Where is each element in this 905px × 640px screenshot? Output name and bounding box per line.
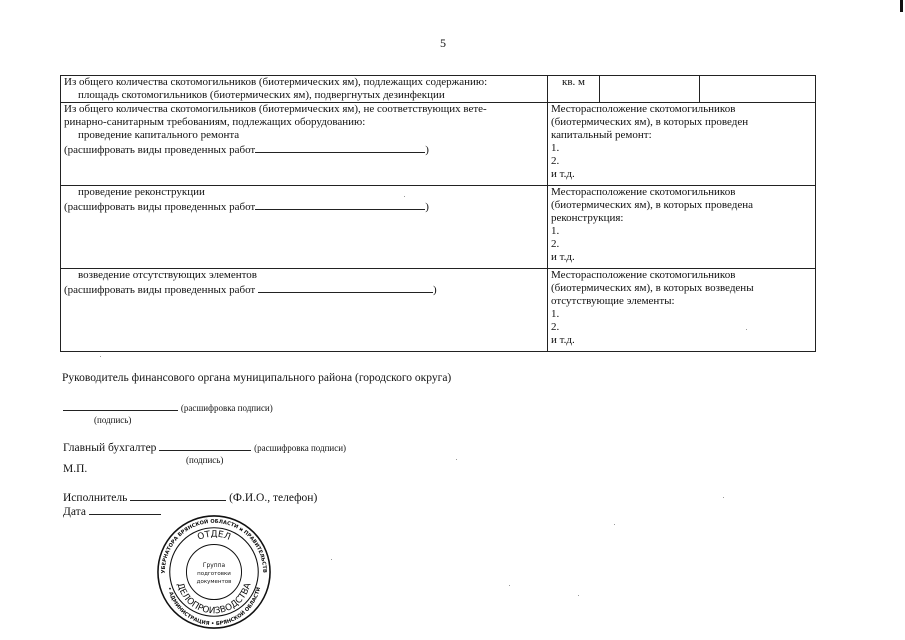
row1-label-cell: [61, 76, 548, 103]
fill-line: [258, 282, 433, 293]
row4-line2-post: ): [433, 284, 437, 296]
scan-edge-mark: [900, 0, 903, 12]
stamp-graphic: [155, 513, 273, 631]
row3-line2: [64, 199, 544, 214]
row4-line1: возведение отсутствующих элементов: [78, 269, 258, 281]
stamp-center-line3: документов: [196, 578, 232, 585]
scan-speck: [509, 585, 510, 586]
stamp-outer-top: УБЕРНАТОРА БРЯНСКОЙ ОБЛАСТИ и ПРАВИТЕЛЬСТВ: [160, 518, 268, 574]
row4-line2-pre: (расшифровать виды проведенных работ: [64, 284, 256, 296]
row2-line4-pre: (расшифровать виды проведенных работ: [64, 144, 256, 156]
row4-right4: 1.: [551, 308, 560, 320]
executor-line: [63, 490, 317, 505]
scan-speck: [746, 329, 747, 330]
head-sign-label: (подпись): [94, 415, 132, 425]
row2-right1: Месторасположение скотомогильников: [551, 103, 736, 115]
row3-right-cell: [548, 186, 816, 269]
row2-right3: капитальный ремонт:: [551, 129, 652, 141]
chief-sign-label: (подпись): [186, 455, 224, 465]
head-title: Руководитель финансового органа муниципального района (городского округа): [62, 372, 452, 384]
row2-line1: Из общего количества скотомогильников (биотермических ям), не соответствующих вете-: [64, 103, 487, 115]
chief-label: Главный бухгалтер: [63, 442, 157, 454]
row2-line4-post: ): [425, 144, 429, 156]
row4-right2: (биотермических ям), в которых возведены: [551, 282, 754, 294]
row4-line2: [64, 282, 544, 297]
row3-right2: (биотермических ям), в которых проведена: [551, 199, 753, 211]
stamp-center-line2: подготовки: [197, 570, 231, 577]
table-row: [61, 269, 816, 352]
scan-speck: [723, 497, 724, 498]
signature-line: [130, 490, 226, 501]
row2-right6: и т.д.: [551, 168, 575, 180]
row1-label-line1: Из общего количества скотомогильников (биотермических ям), подлежащих содержанию:: [64, 76, 488, 88]
fill-line: [255, 199, 425, 210]
scan-speck: [614, 524, 615, 525]
row2-line3: проведение капитального ремонта: [78, 129, 240, 141]
scan-speck: [331, 559, 332, 560]
svg-text:ОТДЕЛ: [196, 530, 231, 543]
row3-right1: Месторасположение скотомогильников: [551, 186, 736, 198]
scan-speck: [404, 196, 405, 197]
row3-right4: 1.: [551, 225, 560, 237]
signature-line: [89, 504, 161, 515]
report-table: [60, 75, 816, 352]
row4-left-cell: [61, 269, 548, 352]
stamp-ring-bottom: ДЕЛОПРОИЗВОДСТВА: [174, 581, 254, 617]
row4-right5: 2.: [551, 321, 560, 333]
row4-right6: и т.д.: [551, 334, 575, 346]
row3-line2-post: ): [425, 201, 429, 213]
seal-place-label: М.П.: [63, 463, 88, 475]
row1-unit-cell: кв. м: [548, 76, 600, 103]
date-label: Дата: [63, 506, 86, 518]
executor-label: Исполнитель: [63, 492, 128, 504]
row3-line2-pre: (расшифровать виды проведенных работ: [64, 201, 256, 213]
row2-line2: ринарно-санитарным требованиям, подлежащих оборудованию:: [64, 116, 366, 128]
scan-speck: [456, 459, 457, 460]
row2-right-cell: [548, 103, 816, 186]
row3-line1: проведение реконструкции: [78, 186, 205, 198]
table-row: [61, 186, 816, 269]
row4-right3: отсутствующие элементы:: [551, 295, 675, 307]
official-stamp: [155, 513, 273, 631]
row2-left-cell: [61, 103, 548, 186]
row2-line4: [64, 142, 544, 157]
row3-right5: 2.: [551, 238, 560, 250]
row1-value-cell-a: [600, 76, 700, 103]
scan-speck: [100, 356, 101, 357]
scan-speck: [578, 595, 579, 596]
row4-right-cell: [548, 269, 816, 352]
chief-decode-label: (расшифровка подписи): [254, 443, 347, 453]
date-line: [63, 504, 161, 519]
row1-value-cell-b: [700, 76, 816, 103]
stamp-outer-bottom: • АДМИНИСТРАЦИЯ • БРЯНСКОЙ ОБЛАСТИ: [165, 586, 263, 628]
fill-line: [255, 142, 425, 153]
row1-label-line2: площадь скотомогильников (биотермических ям), подвергнутых дезинфекции: [78, 89, 445, 101]
page-number: 5: [440, 36, 446, 50]
row4-right1: Месторасположение скотомогильников: [551, 269, 736, 281]
row3-right3: реконструкция:: [551, 212, 624, 224]
stamp-center-line1: Группа: [202, 563, 226, 570]
table-row: [61, 76, 816, 103]
executor-hint: (Ф.И.О., телефон): [229, 492, 318, 504]
row3-left-cell: [61, 186, 548, 269]
table-row: [61, 103, 816, 186]
row2-right2: (биотермических ям), в которых проведен: [551, 116, 749, 128]
signature-line: [63, 400, 178, 411]
signature-line: [159, 440, 251, 451]
row2-right5: 2.: [551, 155, 560, 167]
head-decode-label: (расшифровка подписи): [180, 403, 273, 413]
row2-right4: 1.: [551, 142, 560, 154]
stamp-ring-top: ОТДЕЛ: [196, 529, 232, 543]
row3-right6: и т.д.: [551, 251, 575, 263]
